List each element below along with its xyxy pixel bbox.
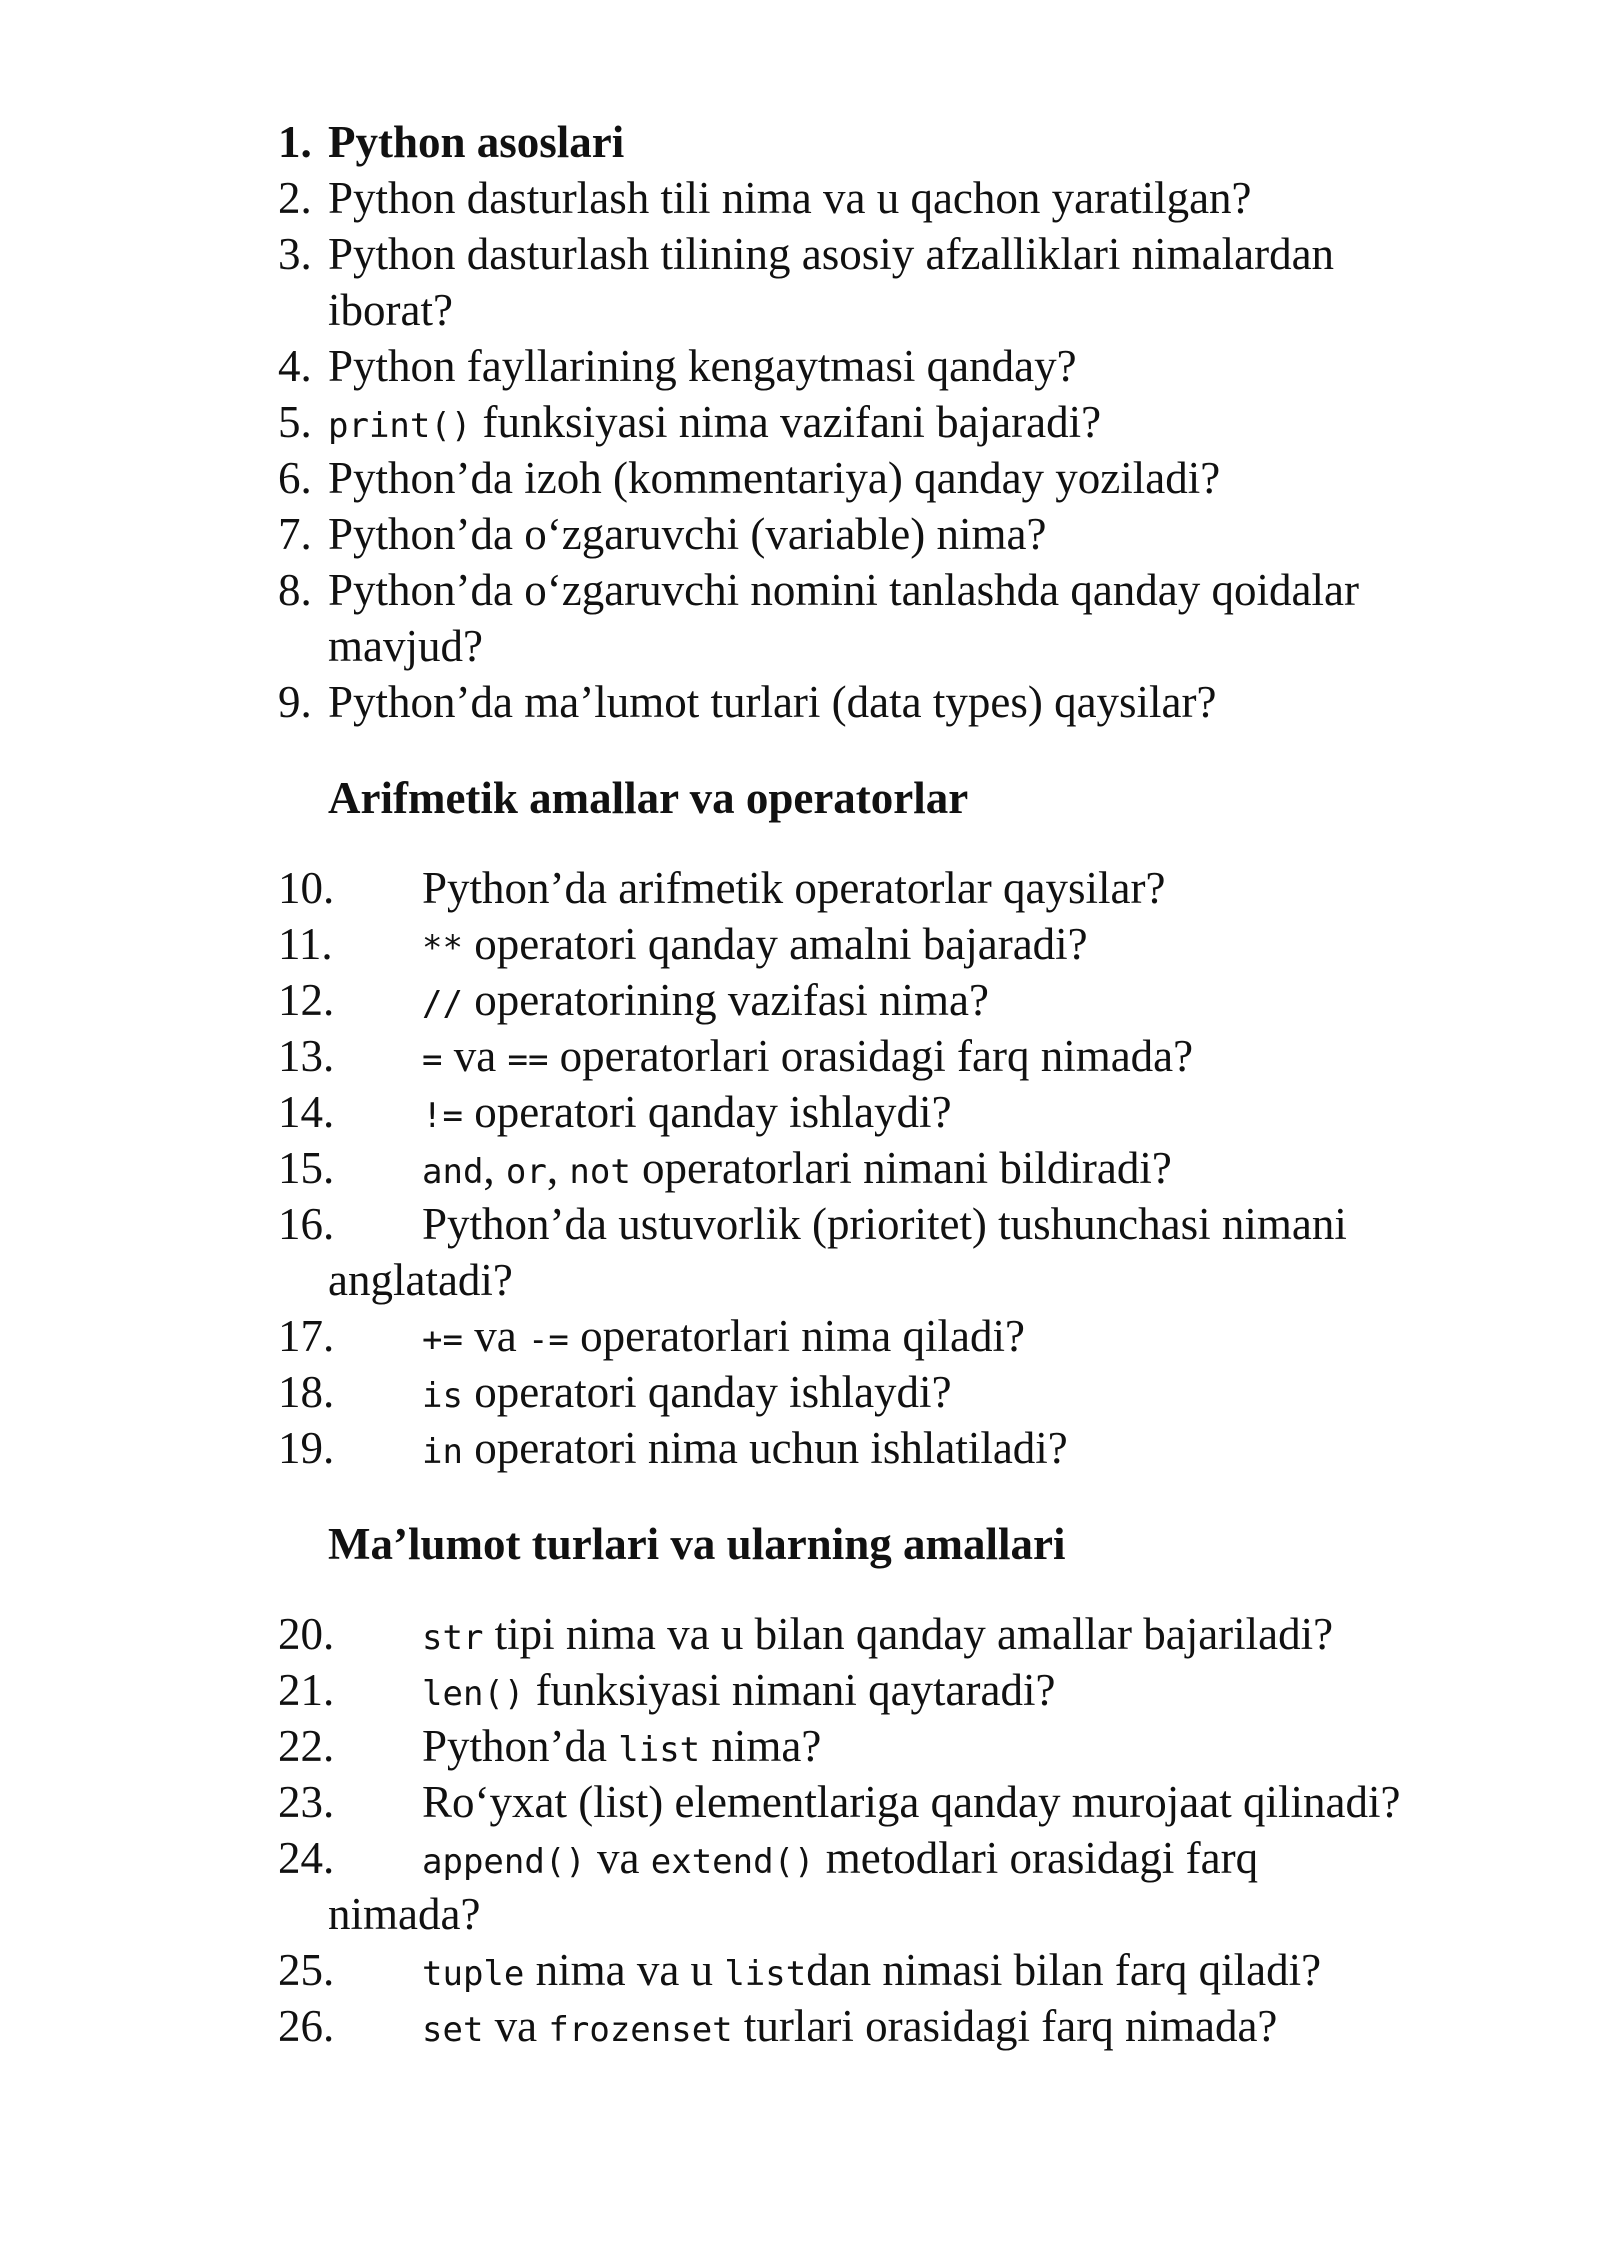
inline-code: not: [569, 1152, 631, 1192]
text-run: turlari orasidagi farq nimada?: [732, 2001, 1278, 2051]
text-run: ,: [546, 1143, 570, 1193]
item-number: 19.: [278, 1423, 335, 1473]
question-text: [422, 1308, 1025, 1368]
question-text: [422, 1028, 1193, 1088]
text-run: operatori qanday ishlaydi?: [462, 1087, 952, 1137]
item-number: 18.: [278, 1367, 335, 1417]
continuation-text: iborat?: [328, 285, 453, 335]
question-text: [422, 1420, 1068, 1480]
item-number: 12.: [278, 975, 335, 1025]
text-run: va: [462, 1311, 528, 1361]
question-text: [328, 338, 1077, 394]
question-text: [422, 1718, 821, 1778]
text-run: operatori nima uchun ishlatiladi?: [462, 1423, 1068, 1473]
inline-code: frozenset: [548, 2010, 733, 2050]
item-number: 9.: [278, 677, 312, 727]
question-text: [422, 1830, 1258, 1890]
inline-code: ==: [507, 1040, 549, 1080]
item-number: 4.: [278, 341, 312, 391]
question-text: [422, 1364, 952, 1424]
inline-code: and: [422, 1152, 484, 1192]
inline-code: print(): [328, 406, 472, 446]
question-text: [422, 972, 989, 1032]
item-number: 23.: [278, 1777, 335, 1827]
question-text: [328, 506, 1046, 562]
item-number: 2.: [278, 173, 312, 223]
question-text: [422, 1998, 1277, 2058]
section-heading: Arifmetik amallar va operatorlar: [328, 773, 969, 823]
text-run: operatorlari nimani bildiradi?: [630, 1143, 1172, 1193]
item-number: 6.: [278, 453, 312, 503]
text-run: dan nimasi bilan farq qiladi?: [806, 1945, 1322, 1995]
item-number: 13.: [278, 1031, 335, 1081]
inline-code: +=: [422, 1320, 463, 1360]
inline-code: str: [422, 1618, 484, 1658]
text-run: nima?: [700, 1721, 822, 1771]
text-run: Python’da o‘zgaruvchi (variable) nima?: [328, 509, 1047, 559]
continuation-text: mavjud?: [328, 621, 483, 671]
item-number: 15.: [278, 1143, 335, 1193]
item-number: 11.: [278, 919, 333, 969]
text-run: operatorlari nima qiladi?: [568, 1311, 1025, 1361]
question-text: [328, 562, 1359, 618]
item-number: 5.: [278, 397, 312, 447]
item-number: 22.: [278, 1721, 335, 1771]
inline-code: extend(): [650, 1842, 815, 1882]
item-number: 3.: [278, 229, 312, 279]
item-number: 26.: [278, 2001, 335, 2051]
text-run: funksiyasi nima vazifani bajaradi?: [471, 397, 1102, 447]
item-number: 7.: [278, 509, 312, 559]
text-run: operatori qanday ishlaydi?: [462, 1367, 952, 1417]
inline-code: tuple: [422, 1954, 525, 1994]
text-run: Python’da ustuvorlik (prioritet) tushunchasi nimani: [422, 1199, 1347, 1249]
inline-code: =: [422, 1040, 443, 1080]
inline-code: append(): [422, 1842, 586, 1882]
question-text: [328, 674, 1217, 730]
question-text: [328, 394, 1101, 454]
question-text: [328, 226, 1334, 282]
item-number: 20.: [278, 1609, 335, 1659]
item-number: 10.: [278, 863, 335, 913]
text-run: Python’da o‘zgaruvchi nomini tanlashda qanday qoidalar: [328, 565, 1359, 615]
question-text: [328, 170, 1252, 226]
inline-code: is: [422, 1376, 463, 1416]
text-run: Python dasturlash tili nima va u qachon yaratilgan?: [328, 173, 1252, 223]
text-run: Python fayllarining kengaytmasi qanday?: [328, 341, 1077, 391]
inline-code: **: [422, 928, 463, 968]
inline-code: //: [422, 984, 463, 1024]
inline-code: !=: [422, 1096, 463, 1136]
text-run: Python’da: [422, 1721, 619, 1771]
continuation-text: nimada?: [328, 1889, 481, 1939]
item-number: 21.: [278, 1665, 335, 1715]
inline-code: in: [422, 1432, 463, 1472]
question-text: [328, 450, 1220, 506]
text-run: operatori qanday amalni bajaradi?: [462, 919, 1088, 969]
inline-code: -=: [527, 1320, 569, 1360]
question-text: [422, 1606, 1333, 1666]
question-text: [328, 114, 624, 170]
question-text: [422, 1084, 952, 1144]
section-heading: Ma’lumot turlari va ularning amallari: [328, 1519, 1066, 1569]
text-run: Python’da arifmetik operatorlar qaysilar?: [422, 863, 1166, 913]
text-run: Python’da ma’lumot turlari (data types) qaysilar?: [328, 677, 1217, 727]
item-number: 8.: [278, 565, 312, 615]
text-run: funksiyasi nimani qaytaradi?: [524, 1665, 1056, 1715]
text-run: va: [585, 1833, 651, 1883]
question-text: [422, 1774, 1400, 1830]
text-run: nima va u: [524, 1945, 725, 1995]
question-text: [422, 1662, 1055, 1722]
text-run: va: [483, 2001, 549, 2051]
inline-code: len(): [422, 1674, 525, 1714]
item-number: 17.: [278, 1311, 335, 1361]
item-number: 14.: [278, 1087, 335, 1137]
inline-code: set: [422, 2010, 484, 2050]
text-run: Python asoslari: [328, 117, 625, 167]
text-run: tipi nima va u bilan qanday amallar bajariladi?: [483, 1609, 1334, 1659]
text-run: ,: [483, 1143, 506, 1193]
text-run: operatorining vazifasi nima?: [462, 975, 990, 1025]
question-text: [422, 916, 1088, 976]
item-number: 25.: [278, 1945, 335, 1995]
question-text: [422, 1140, 1172, 1200]
inline-code: list: [724, 1954, 807, 1994]
text-run: Python dasturlash tilining asosiy afzalliklari nimalardan: [328, 229, 1335, 279]
text-run: operatorlari orasidagi farq nimada?: [548, 1031, 1194, 1081]
continuation-text: anglatadi?: [328, 1255, 513, 1305]
inline-code: list: [618, 1730, 701, 1770]
item-number: 16.: [278, 1199, 335, 1249]
text-run: Python’da izoh (kommentariya) qanday yoziladi?: [328, 453, 1221, 503]
question-text: [422, 1942, 1321, 2002]
inline-code: or: [505, 1152, 547, 1192]
item-number: 1.: [278, 117, 312, 167]
text-run: Ro‘yxat (list) elementlariga qanday murojaat qilinadi?: [422, 1777, 1401, 1827]
item-number: 24.: [278, 1833, 335, 1883]
question-text: [422, 860, 1165, 916]
question-text: [422, 1196, 1347, 1252]
text-run: metodlari orasidagi farq: [814, 1833, 1259, 1883]
text-run: va: [442, 1031, 508, 1081]
